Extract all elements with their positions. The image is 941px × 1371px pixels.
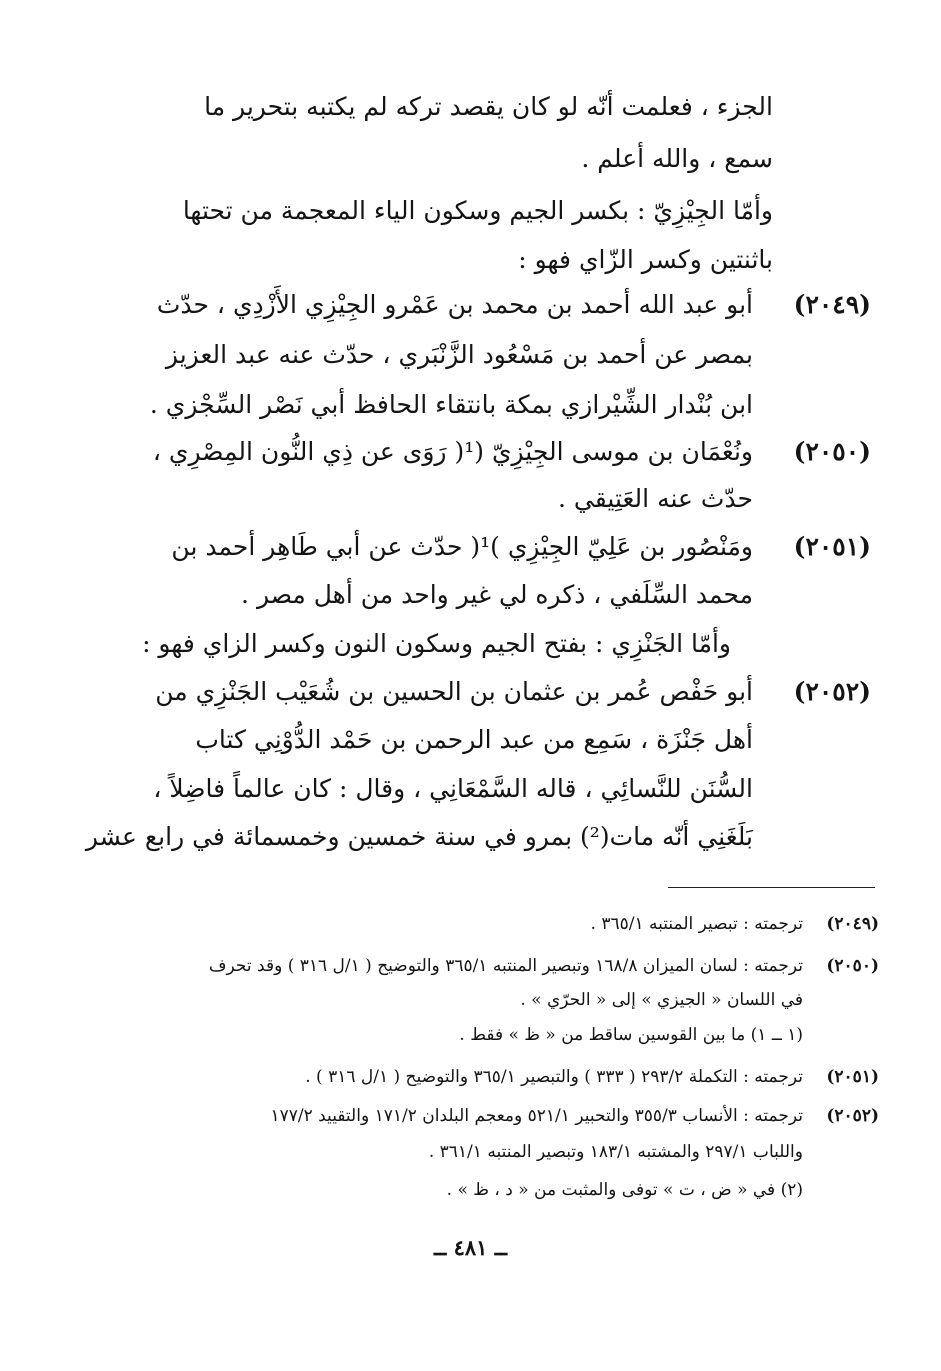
intro-line-2: سمع ، والله أعلم . — [581, 144, 773, 173]
footnote-2049-line-1: ترجمته : تبصير المنتبه ٣٦٥/١ . — [590, 914, 803, 934]
footnote-2052-line-2: واللباب ٢٩٧/١ والمشتبه ١٨٣/١ وتبصير المنتبه ٣٦١/١ . — [428, 1142, 803, 1162]
footnote-2052-line-1: ترجمته : الأنساب ٣٥٥/٣ والتحبير ٥٢١/١ ومعجم البلدان ١٧١/٢ والتقييد ١٧٧/٢ — [270, 1106, 803, 1126]
entry-2050-line-1: ونُعْمَان بن موسى الجِيْزِيّ (¹( رَوَى عن ذِي النُّون المِصْرِي ، — [152, 437, 753, 466]
entry-2052-line-4: بَلَغَنِي أنّه مات(²) بمرو في سنة خمسين وخمسمائة في رابع عشر — [85, 822, 753, 851]
section-heading-jizi-line-1: وأمّا الجِيْزِيّ : بكسر الجيم وسكون الياء المعجمة من تحتها — [182, 196, 773, 225]
entry-2052-line-3: السُّنَن للنَّسائِي ، قاله السَّمْعَانِي ، وقال : كان عالماً فاضِلاً ، — [153, 774, 753, 803]
entry-2050-line-2: حدّث عنه العَتِيقي . — [558, 484, 753, 513]
page-number: ــ ٤٨١ ــ — [433, 1235, 508, 1260]
footnote-2050-line-1: ترجمته : لسان الميزان ١٦٨/٨ وتبصير المنتبه ٣٦٥/١ والتوضيح ( ١/ل ٣١٦ ) وقد تحرف — [208, 956, 803, 976]
entry-2049-line-1: أبو عبد الله أحمد بن محمد بن عَمْرو الجِيْزِي الأَزْدِي ، حدّث — [156, 290, 753, 319]
entry-number-2050: (٢٠٥٠) — [793, 437, 871, 466]
entry-number-2051: (٢٠٥١) — [793, 532, 871, 561]
entry-2049-line-3: ابن بُنْدار الشِّيْرازي بمكة بانتقاء الحافظ أبي نَصْر السِّجْزي . — [149, 390, 753, 419]
footnote-2050-line-3: (١ ــ ١) ما بين القوسين ساقط من « ظ » فقط . — [459, 1025, 803, 1045]
footnote-number-2049: (٢٠٤٩) — [826, 914, 879, 934]
footnote-2052-line-3: (٢) في « ض ، ت » توفى والمثبت من « د ، ظ » . — [446, 1180, 803, 1200]
footnote-number-2052: (٢٠٥٢) — [826, 1106, 879, 1126]
footnote-separator — [668, 887, 875, 888]
section-heading-jizi-line-2: باثنتين وكسر الزّاي فهو : — [518, 245, 773, 274]
footnote-2051-line-1: ترجمته : التكملة ٢٩٣/٢ ( ٣٣٣ ) والتبصير ٣٦٥/١ والتوضيح ( ١/ل ٣١٦ ) . — [305, 1067, 803, 1087]
entry-2052-line-1: أبو حَفْص عُمر بن عثمان بن الحسين بن شُعَيْب الجَنْزِي من — [155, 677, 753, 706]
entry-2052-line-2: أهل جَنْزَة ، سَمِع من عبد الرحمن بن حَمْد الدُّوْنِي كتاب — [195, 725, 753, 754]
section-heading-janzi: وأمّا الجَنْزِي : بفتح الجيم وسكون النون وكسر الزاي فهو : — [142, 629, 731, 658]
footnote-number-2050: (٢٠٥٠) — [826, 956, 879, 976]
entry-number-2052: (٢٠٥٢) — [793, 677, 871, 706]
entry-2051-line-2: محمد السِّلَفي ، ذكره لي غير واحد من أهل مصر . — [241, 580, 753, 609]
entry-number-2049: (٢٠٤٩) — [793, 290, 871, 319]
entry-2049-line-2: بمصر عن أحمد بن مَسْعُود الزَّنْبَري ، حدّث عنه عبد العزيز — [165, 340, 753, 369]
footnote-2050-line-2: في اللسان « الجيزي » إلى « الحرّي » . — [520, 990, 803, 1010]
entry-2051-line-1: ومَنْصُور بن عَلِيّ الجِيْزِي )¹( حدّث عن أبي طَاهِر أحمد بن — [171, 532, 753, 561]
footnote-number-2051: (٢٠٥١) — [826, 1067, 879, 1087]
intro-line-1: الجزء ، فعلمت أنّه لو كان يقصد تركه لم يكتبه بتحرير ما — [204, 92, 773, 121]
